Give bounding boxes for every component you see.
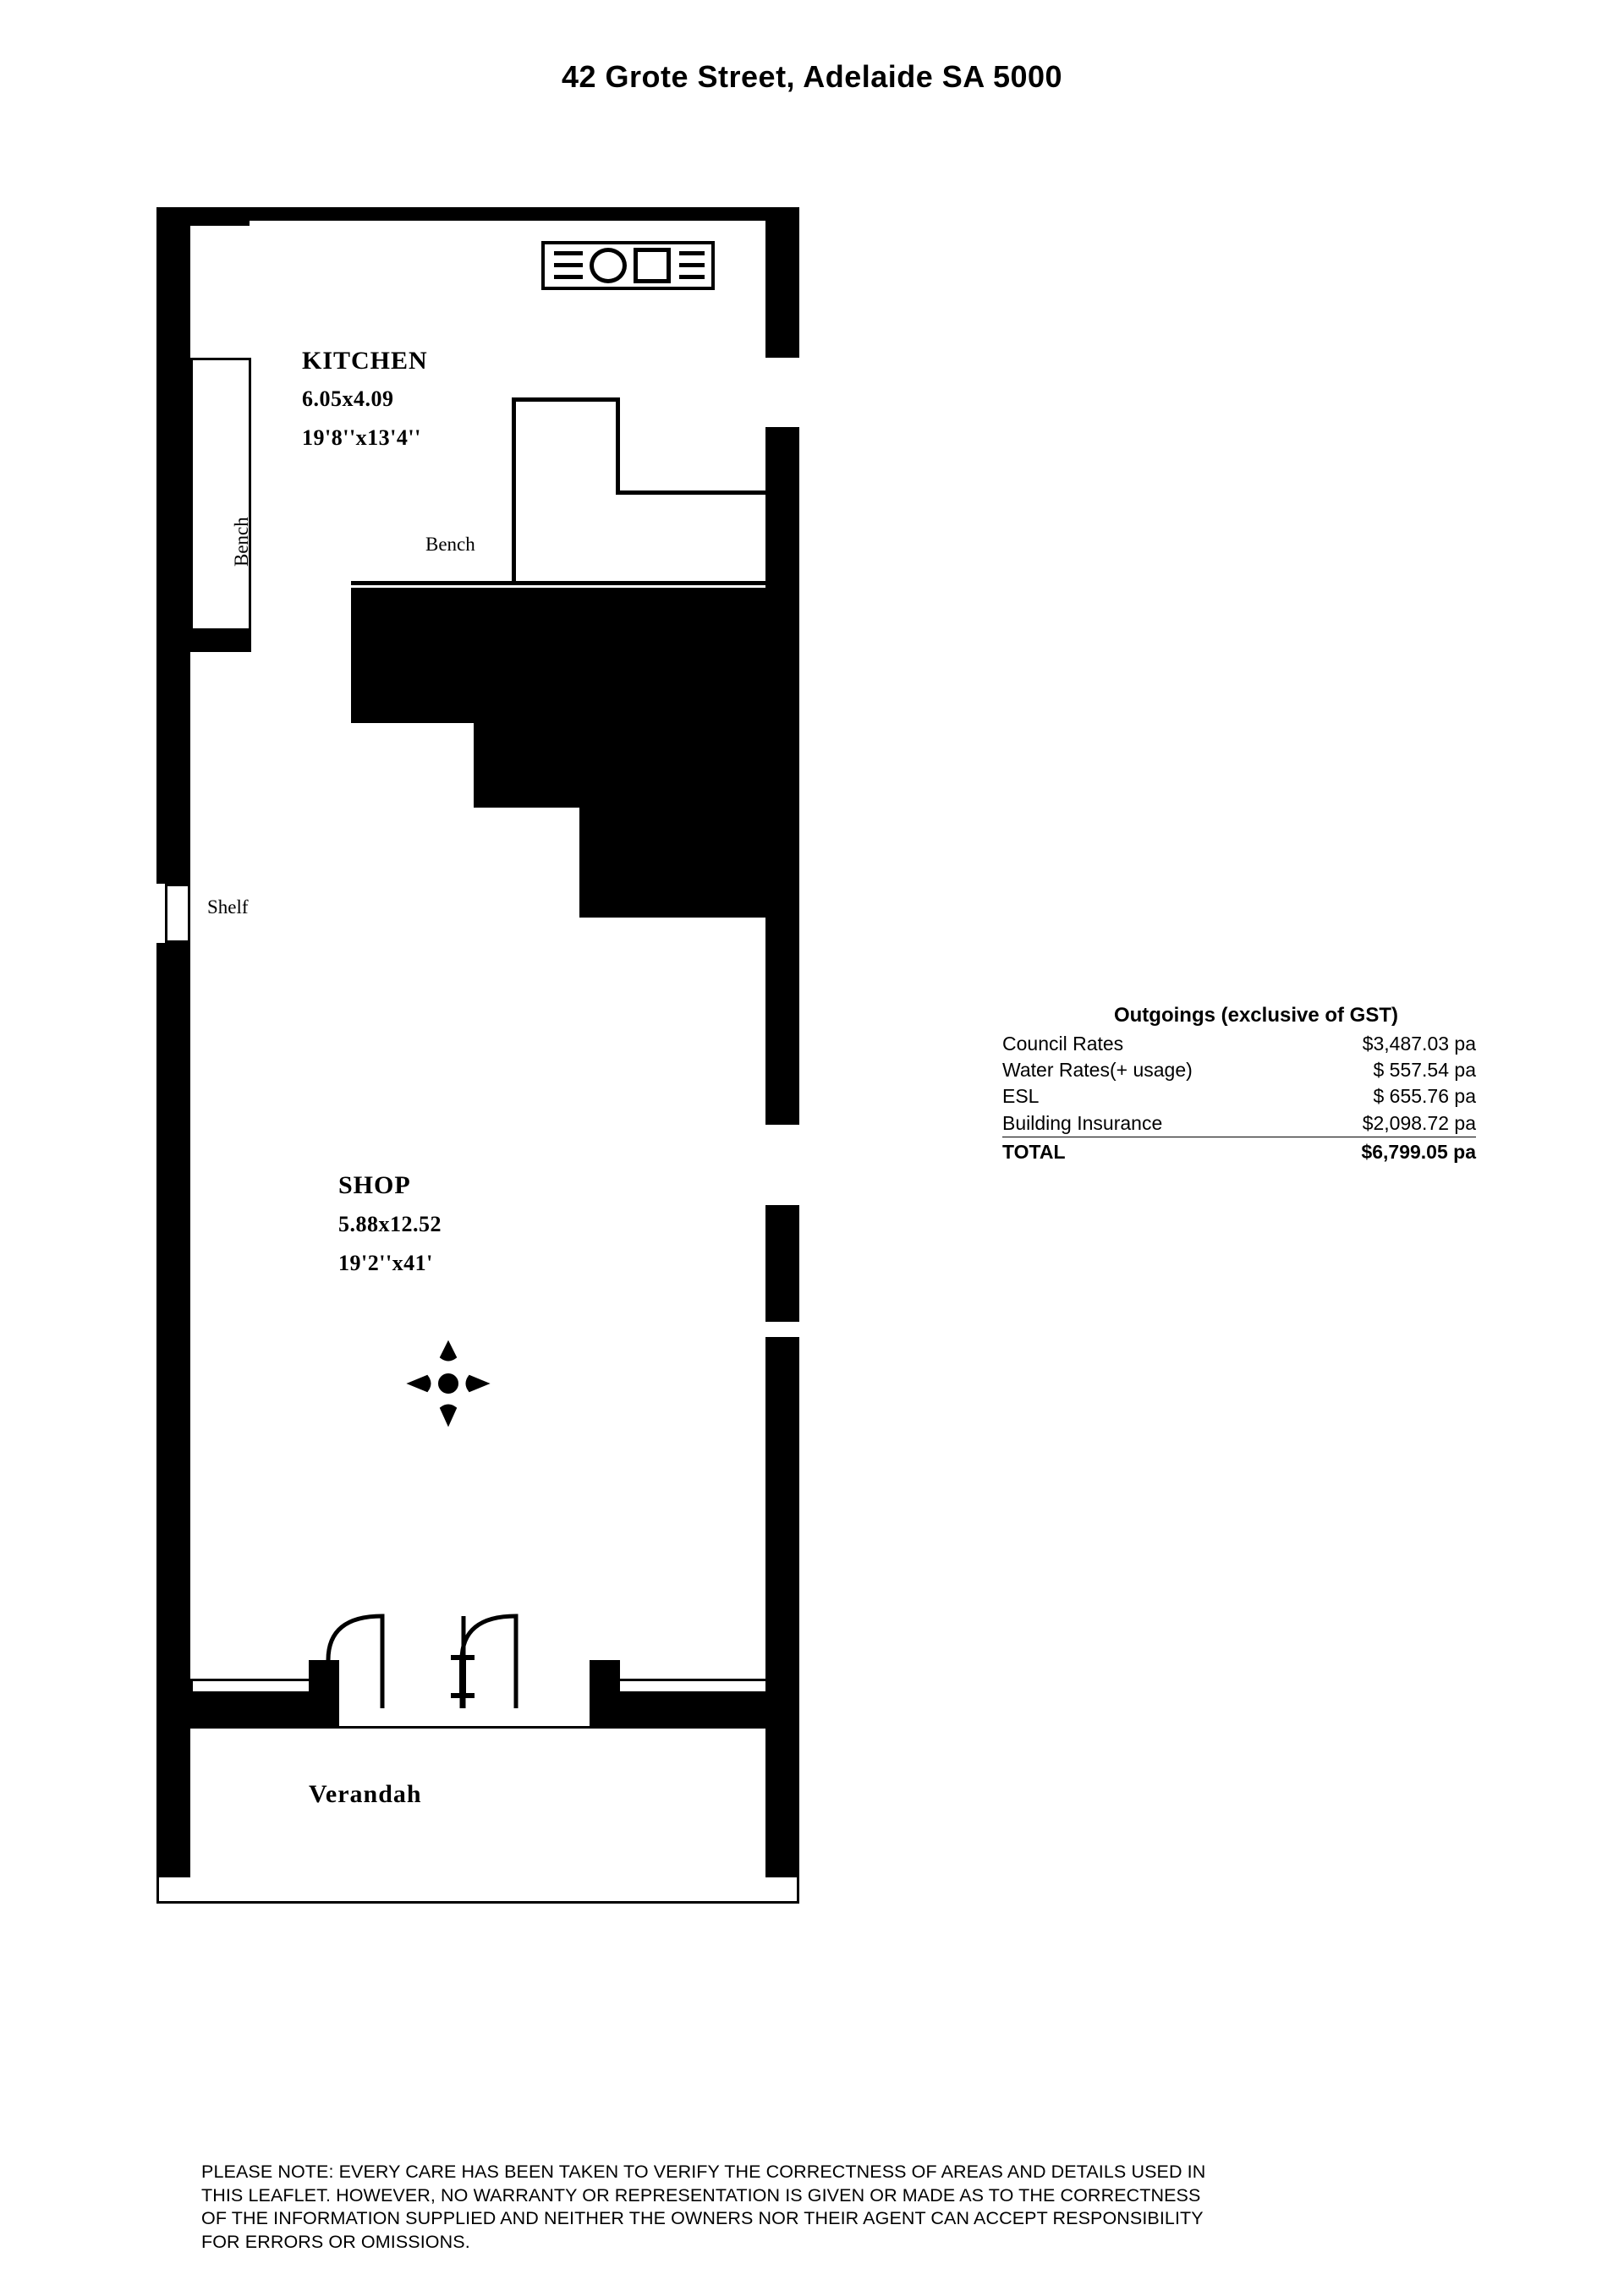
outgoings-amount-esl: $ 655.76 pa: [1373, 1085, 1476, 1108]
kitchen-room-metric: 6.05x4.09: [302, 386, 394, 411]
outgoings-table: [1002, 1031, 1476, 1166]
bench-center-line-step: [512, 397, 620, 402]
bench-center-line-vert2: [616, 397, 620, 495]
wall-right: [765, 207, 799, 1877]
wall-left: [156, 207, 190, 1877]
table-row: [1002, 1031, 1476, 1057]
outgoings-panel: [1002, 1002, 1476, 1165]
bench-left-end-nub: [190, 628, 251, 652]
sink-basin-1: [590, 248, 627, 283]
shopfront-glazing-right: [617, 1679, 769, 1694]
outgoings-label-council: Council Rates: [1002, 1032, 1124, 1055]
sink-drain-line-4: [679, 251, 705, 255]
table-row-total: [1002, 1137, 1476, 1166]
table-row: [1002, 1083, 1476, 1110]
wall-nub-top-left: [190, 207, 250, 226]
outgoings-label-esl: ESL: [1002, 1085, 1040, 1108]
disclaimer-note: [201, 2161, 1470, 2254]
shopfront-glazing-left: [190, 1679, 314, 1694]
disclaimer-line-3: OF THE INFORMATION SUPPLIED AND NEITHER THE OWNERS NOR THEIR AGENT CAN ACCEPT RESPONSIBILITY: [201, 2208, 1204, 2229]
shop-room-imperial: 19'2''x41': [338, 1251, 433, 1275]
outgoings-label-water: Water Rates(+ usage): [1002, 1059, 1193, 1082]
disclaimer-line-2: THIS LEAFLET. HOWEVER, NO WARRANTY OR REPRESENTATION IS GIVEN OR MADE AS TO THE CORRECTNESS: [201, 2184, 1201, 2206]
shop-room-name: SHOP: [338, 1171, 411, 1199]
table-row: [1002, 1110, 1476, 1137]
sink-basin-2: [634, 248, 671, 283]
sink-drain-line-1: [554, 251, 583, 255]
sink-drain-line-2: [554, 263, 583, 267]
page-title: 42 Grote Street, Adelaide SA 5000: [561, 59, 1063, 94]
bench-center-label: Bench: [425, 534, 475, 555]
opening-right-mid: [765, 1125, 799, 1205]
opening-right-upper: [765, 358, 799, 427]
sink-drain-line-6: [679, 275, 705, 279]
wall-top: [156, 207, 799, 221]
shop-room-metric: 5.88x12.52: [338, 1212, 442, 1236]
outgoings-amount-total: $6,799.05 pa: [1361, 1141, 1476, 1164]
shelf-marker: [165, 884, 190, 943]
kitchen-room-name: KITCHEN: [302, 347, 428, 375]
outgoings-label-total: TOTAL: [1002, 1141, 1066, 1164]
bench-left-outline: [190, 358, 251, 633]
verandah-outline: [156, 1726, 799, 1904]
structure-block-lower: [579, 588, 774, 918]
bench-center-line-bottom: [351, 581, 774, 585]
outgoings-amount-water: $ 557.54 pa: [1373, 1059, 1476, 1082]
disclaimer-line-1: PLEASE NOTE: EVERY CARE HAS BEEN TAKEN TO VERIFY THE CORRECTNESS OF AREAS AND DETAILS USED IN: [201, 2162, 1206, 2182]
bench-center-line-top: [512, 397, 516, 585]
outgoings-amount-insurance: $2,098.72 pa: [1282, 1110, 1476, 1137]
sink-drain-line-5: [679, 263, 705, 267]
outgoings-amount-council: $3,487.03 pa: [1362, 1032, 1476, 1055]
verandah-label: Verandah: [309, 1780, 422, 1808]
outgoings-label-insurance: Building Insurance: [1002, 1110, 1282, 1137]
wall-bottom-left: [156, 1694, 339, 1728]
shelf-label: Shelf: [207, 896, 249, 918]
kitchen-room-imperial: 19'8''x13'4'': [302, 425, 421, 450]
outgoings-title: Outgoings (exclusive of GST): [1113, 1004, 1399, 1027]
floor-plan-drawing: [156, 207, 833, 2068]
sink-drain-line-3: [554, 275, 583, 279]
disclaimer-line-4: FOR ERRORS OR OMISSIONS.: [201, 2231, 470, 2252]
ceiling-fan: [393, 1323, 503, 1446]
bench-center-line-horiz2: [616, 490, 770, 495]
table-row: [1002, 1057, 1476, 1083]
bench-left-label: Bench: [231, 517, 252, 567]
opening-right-lower: [764, 1322, 801, 1337]
wall-bottom-right: [590, 1694, 799, 1728]
